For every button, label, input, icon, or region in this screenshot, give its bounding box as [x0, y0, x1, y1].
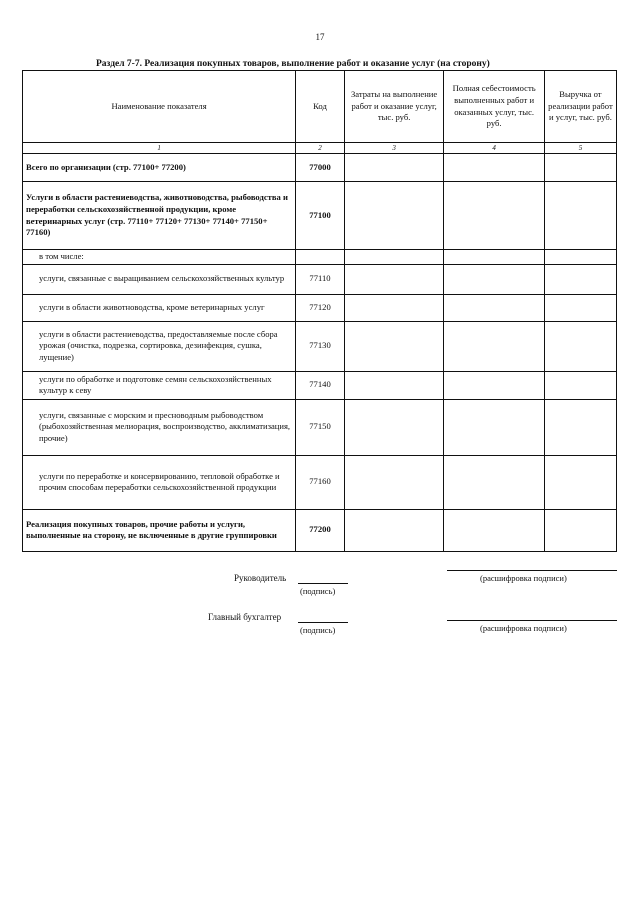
page-number: 17: [315, 32, 325, 42]
column-number: 3: [344, 143, 444, 154]
row-code: 77140: [296, 371, 345, 399]
header-name: Наименование показателя: [23, 71, 296, 143]
row-code: 77120: [296, 294, 345, 321]
header-code: Код: [296, 71, 345, 143]
header-costs: Затраты на выполнение работ и оказание услуг, тыс. руб.: [344, 71, 444, 143]
report-table: [22, 70, 617, 552]
value-cell-full-cost[interactable]: [444, 182, 545, 250]
value-cell-revenue[interactable]: [544, 182, 616, 250]
table-row: [23, 321, 617, 371]
row-code: 77150: [296, 399, 345, 455]
value-cell-costs[interactable]: [344, 321, 444, 371]
row-code: 77200: [296, 509, 345, 551]
accountant-label: Главный бухгалтер: [208, 612, 282, 622]
table-row: [23, 294, 617, 321]
table-row: [23, 371, 617, 399]
value-cell-revenue[interactable]: [544, 294, 616, 321]
head-decode-hint: (расшифровка подписи): [480, 573, 567, 583]
table-header-row: [23, 71, 617, 143]
value-cell-revenue[interactable]: [544, 264, 616, 294]
value-cell-costs[interactable]: [344, 509, 444, 551]
column-number: 4: [444, 143, 545, 154]
row-name: услуги, связанные с морским и пресноводным рыбоводством (рыбохозяйственная мелиорация, воспроизводство, акклиматизация, прочие): [23, 399, 296, 455]
value-cell-revenue[interactable]: [544, 154, 616, 182]
row-name: услуги по переработке и консервированию, тепловой обработке и прочим способам переработки сельскохозяйственной продукции: [23, 455, 296, 509]
accountant-signature-hint: (подпись): [300, 625, 336, 635]
row-name: услуги в области животноводства, кроме ветеринарных услуг: [23, 294, 296, 321]
row-name: услуги в области растениеводства, предоставляемые после сбора урожая (очистка, подрезка, сортировка, дезинфекция, сушка, лущение): [23, 321, 296, 371]
value-cell-full-cost[interactable]: [444, 154, 545, 182]
table-row: [23, 509, 617, 551]
row-name: Услуги в области растениеводства, животноводства, рыбоводства и переработки сельскохозяйственной продукции, кроме ветеринарных услуг (стр. 77110+ 77120+ 77130+ 77140+ 77150+ 77160): [23, 182, 296, 250]
column-number-row: [23, 143, 617, 154]
value-cell-costs[interactable]: [344, 294, 444, 321]
accountant-decode-line[interactable]: [447, 620, 617, 621]
value-cell-full-cost[interactable]: [444, 371, 545, 399]
value-cell-costs[interactable]: [344, 455, 444, 509]
row-name: услуги, связанные с выращиванием сельскохозяйственных культур: [23, 264, 296, 294]
value-cell-revenue[interactable]: [544, 371, 616, 399]
head-label: Руководитель: [234, 573, 287, 583]
section-title: Раздел 7-7. Реализация покупных товаров, выполнение работ и оказание услуг (на сторону): [96, 59, 490, 69]
row-name: в том числе:: [23, 250, 296, 265]
value-cell-full-cost[interactable]: [444, 264, 545, 294]
table-row: [23, 154, 617, 182]
value-cell-revenue[interactable]: [544, 509, 616, 551]
head-decode-line[interactable]: [447, 570, 617, 571]
value-cell-full-cost[interactable]: [444, 455, 545, 509]
row-code: 77160: [296, 455, 345, 509]
value-cell-costs[interactable]: [344, 399, 444, 455]
head-signature-hint: (подпись): [300, 586, 336, 596]
value-cell-costs[interactable]: [344, 371, 444, 399]
column-number: 2: [296, 143, 345, 154]
head-signature-line[interactable]: [298, 583, 348, 584]
row-code: 77100: [296, 182, 345, 250]
value-cell-full-cost[interactable]: [444, 294, 545, 321]
header-full-cost: Полная себестоимость выполненных работ и оказанных услуг, тыс. руб.: [444, 71, 545, 143]
accountant-signature-line[interactable]: [298, 622, 348, 623]
value-cell-costs[interactable]: [344, 182, 444, 250]
value-cell-full-cost[interactable]: [444, 399, 545, 455]
row-name: Реализация покупных товаров, прочие работы и услуги, выполненные на сторону, не включенные в другие группировки: [23, 509, 296, 551]
value-cell-costs[interactable]: [344, 264, 444, 294]
value-cell-revenue[interactable]: [544, 455, 616, 509]
table-row: [23, 250, 617, 265]
column-number: 5: [544, 143, 616, 154]
column-number: 1: [23, 143, 296, 154]
table-row: [23, 264, 617, 294]
table-row: [23, 182, 617, 250]
row-code: 77110: [296, 264, 345, 294]
row-code: [296, 250, 345, 265]
value-cell-full-cost[interactable]: [444, 509, 545, 551]
header-revenue: Выручка от реализации работ и услуг, тыс. руб.: [544, 71, 616, 143]
row-name: услуги по обработке и подготовке семян сельскохозяйственных культур к севу: [23, 371, 296, 399]
value-cell-revenue[interactable]: [544, 321, 616, 371]
table-row: [23, 455, 617, 509]
table-row: [23, 399, 617, 455]
row-name: Всего по организации (стр. 77100+ 77200): [23, 154, 296, 182]
row-code: 77000: [296, 154, 345, 182]
value-cell-revenue[interactable]: [544, 399, 616, 455]
accountant-decode-hint: (расшифровка подписи): [480, 623, 567, 633]
row-code: 77130: [296, 321, 345, 371]
value-cell-full-cost[interactable]: [444, 321, 545, 371]
value-cell-costs[interactable]: [344, 154, 444, 182]
